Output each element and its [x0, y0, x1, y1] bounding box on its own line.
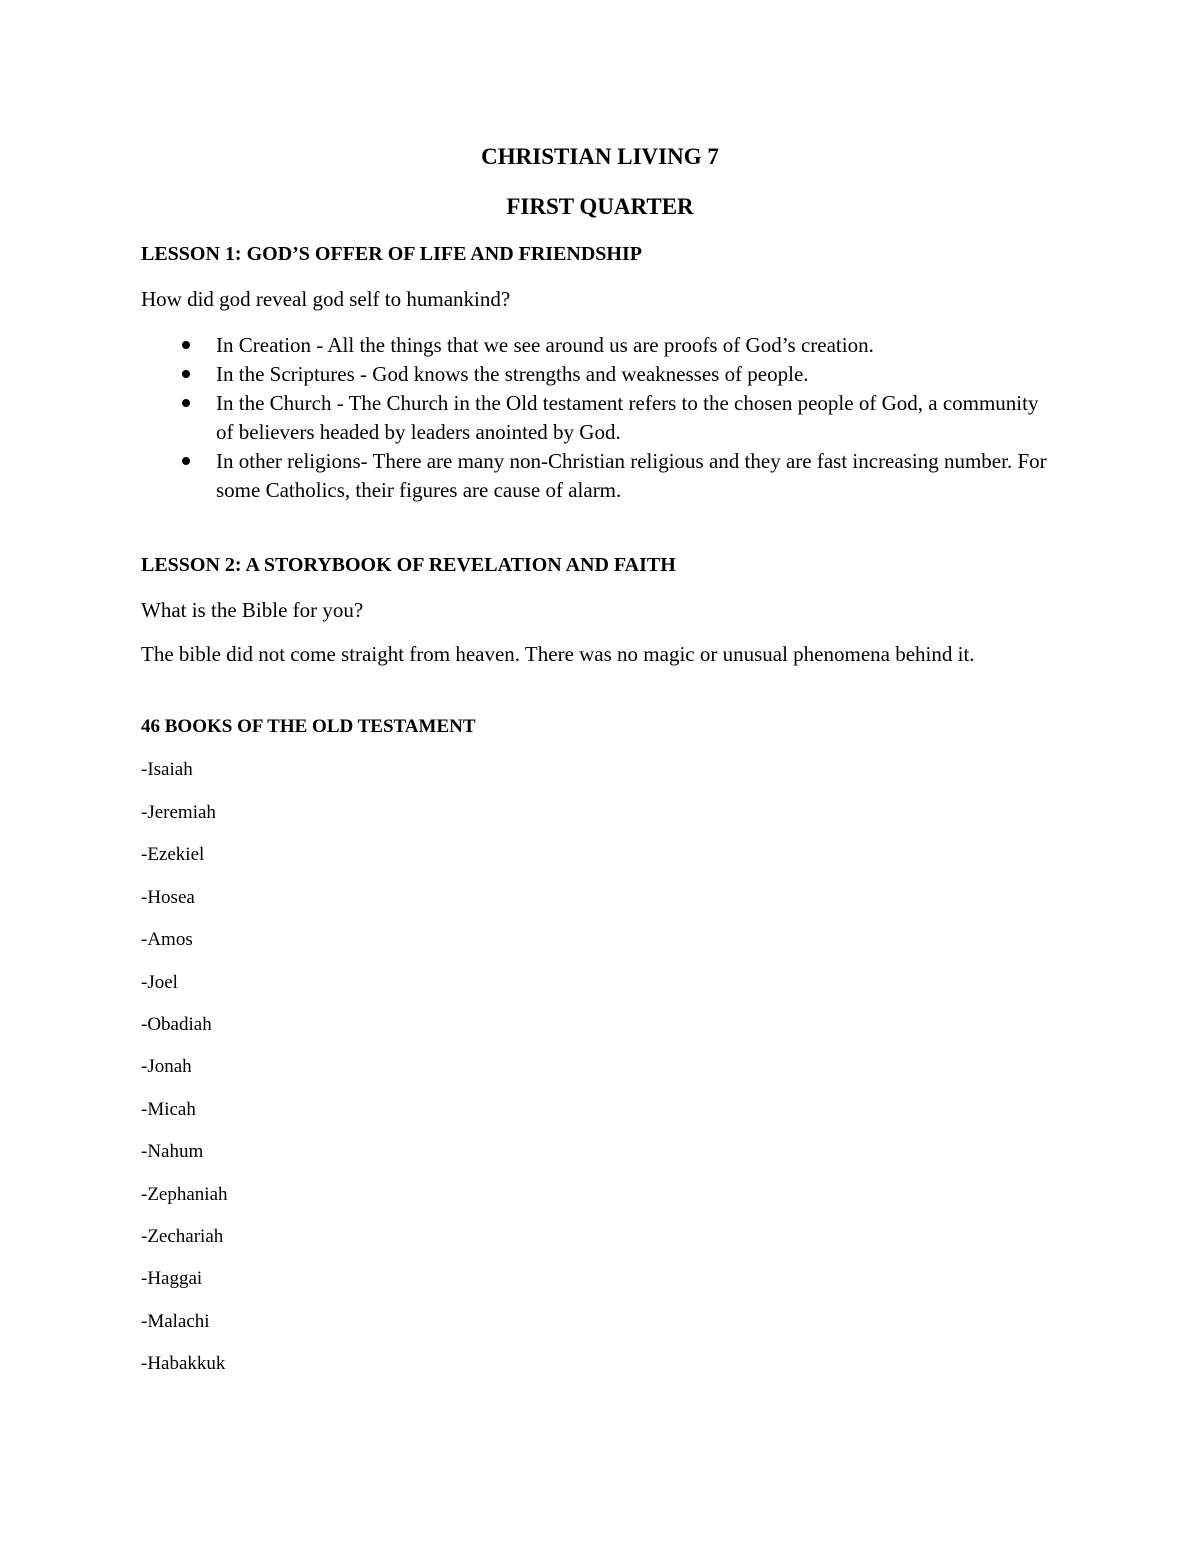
bullet-item: [141, 331, 1061, 360]
document-title: CHRISTIAN LIVING 7: [481, 144, 719, 169]
lesson-2-question: What is the Bible for you?: [141, 598, 364, 622]
book-list-item: -Jonah: [141, 1056, 192, 1077]
bullet-text: In other religions- There are many non-Christian religious and they are fast increasing number. For some Catholics, their figures are cause of alarm.: [216, 449, 1047, 502]
bullet-text: In the Church - The Church in the Old testament refers to the chosen people of God, a community of believers headed by leaders anointed by God.: [216, 391, 1039, 444]
book-list-item: -Amos: [141, 929, 193, 950]
bullet-text: In the Scriptures - God knows the strengths and weaknesses of people.: [216, 362, 809, 386]
book-list-item: -Hosea: [141, 887, 195, 908]
books-heading: 46 BOOKS OF THE OLD TESTAMENT: [141, 716, 476, 737]
book-list-item: -Micah: [141, 1099, 196, 1120]
bullet-item: [141, 389, 1061, 447]
document-subtitle: FIRST QUARTER: [506, 194, 694, 219]
bullet-text: In Creation - All the things that we see around us are proofs of God’s creation.: [216, 333, 874, 357]
book-list-item: -Malachi: [141, 1311, 210, 1332]
book-list-item: -Habakkuk: [141, 1353, 226, 1374]
book-list-item: -Zephaniah: [141, 1184, 228, 1205]
lesson-1-question: How did god reveal god self to humankind?: [141, 287, 511, 311]
book-list-item: -Zechariah: [141, 1226, 224, 1247]
book-list-item: -Ezekiel: [141, 844, 205, 865]
book-list-item: -Isaiah: [141, 759, 193, 780]
lesson-2-statement: The bible did not come straight from heaven. There was no magic or unusual phenomena behind it.: [141, 642, 975, 666]
lesson-1-bullet-list: [141, 331, 1061, 505]
bullet-item: [141, 447, 1061, 505]
lesson-2-heading: LESSON 2: A STORYBOOK OF REVELATION AND FAITH: [141, 554, 676, 576]
book-list-item: -Nahum: [141, 1141, 204, 1162]
book-list-item: -Haggai: [141, 1268, 203, 1289]
bullet-dot-icon: [182, 457, 190, 465]
bullet-dot-icon: [182, 341, 190, 349]
bullet-dot-icon: [182, 399, 190, 407]
bullet-item: [141, 360, 1061, 389]
book-list-item: -Obadiah: [141, 1014, 212, 1035]
lesson-1-heading: LESSON 1: GOD’S OFFER OF LIFE AND FRIENDSHIP: [141, 243, 642, 265]
book-list-item: -Joel: [141, 972, 178, 993]
bullet-dot-icon: [182, 370, 190, 378]
book-list-item: -Jeremiah: [141, 802, 216, 823]
